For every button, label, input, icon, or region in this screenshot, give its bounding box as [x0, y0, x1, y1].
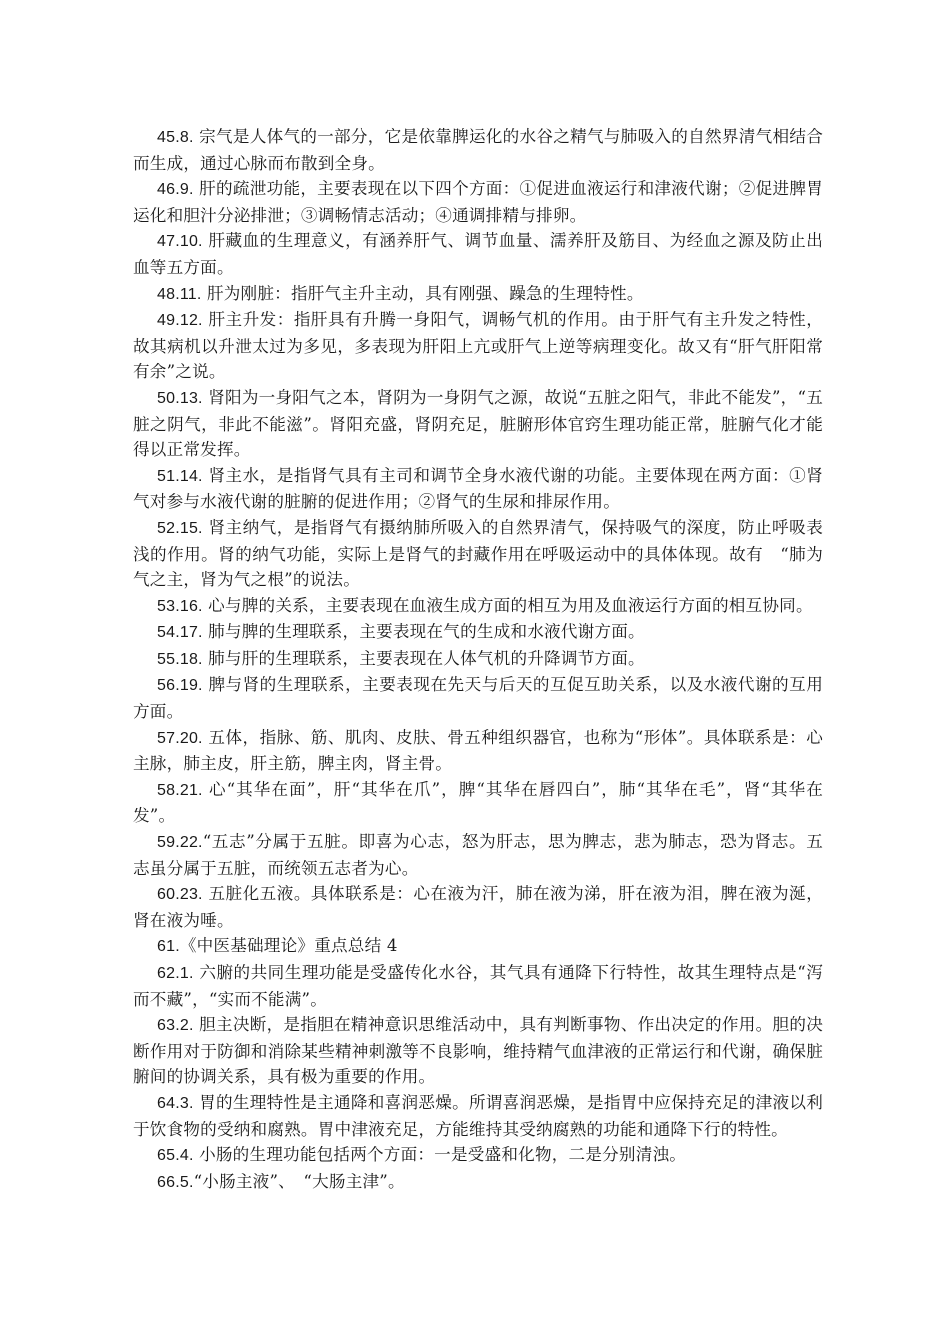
- item-number: 61.: [157, 938, 180, 956]
- item-text: 心“其华在面”，肝“其华在爪”，脾“其华在唇四白”，肺“其华在毛”，肾“其华在发”。: [133, 779, 823, 826]
- item-number: 58.21.: [157, 781, 203, 799]
- item-number: 63.2.: [157, 1017, 194, 1035]
- item-number: 65.4.: [157, 1147, 194, 1165]
- item-text: 肺与肝的生理联系，主要表现在人体气机的升降调节方面。: [202, 648, 645, 668]
- item-number: 56.19.: [157, 677, 203, 695]
- item-text: 肝藏血的生理意义，有涵养肝气、调节血量、濡养肝及筋目、为经血之源及防止出血等五方面。: [133, 231, 823, 277]
- item-number: 55.18.: [157, 650, 203, 668]
- list-item: [133, 1142, 823, 1169]
- item-text: 六腑的共同生理功能是受盛传化水谷，其气具有通降下行特性，故其生理特点是“泻而不藏”，“实而不能满”。: [133, 963, 823, 1009]
- item-text: 脾与肾的生理联系，主要表现在先天与后天的互促互助关系，以及水液代谢的互用方面。: [133, 675, 823, 722]
- item-text: 肾主纳气，是指肾气有摄纳肺所吸入的自然界清气，保持吸气的深度，防止呼吸表浅的作用。肾的纳气功能，实际上是肾气的封藏作用在呼吸运动中的具体体现。故有 “肺为气之主，肾为气之根”的说法。: [133, 517, 823, 590]
- list-item: [133, 933, 823, 960]
- list-item: [133, 307, 823, 385]
- item-number: 53.16.: [157, 597, 203, 615]
- item-text: 肾阳为一身阳气之本，肾阴为一身阴气之源，故说“五脏之阳气，非此不能发”，“五脏之阴气，非此不能滋”。肾阳充盛，肾阴充足，脏腑形体官窍生理功能正常，脏腑气化才能得以正常发挥。: [133, 387, 823, 460]
- list-item: [133, 960, 823, 1012]
- item-number: 66.5.: [157, 1173, 194, 1191]
- list-item: [133, 281, 823, 308]
- item-text: 小肠的生理功能包括两个方面：一是受盛和化物，二是分别清浊。: [193, 1145, 687, 1165]
- item-text: 胆主决断，是指胆在精神意识思维活动中，具有判断事物、作出决定的作用。胆的决断作用对于防御和消除某些精神刺激等不良影响，维持精气血津液的正常运行和代谢，确保脏腑间的协调关系，具有极为重要的作用。: [133, 1015, 823, 1087]
- item-number: 62.1.: [157, 965, 194, 982]
- item-number: 59.22.: [157, 834, 203, 852]
- list-item: [133, 385, 823, 463]
- list-item: [133, 829, 823, 881]
- list-item: [133, 228, 823, 280]
- item-text: 肝的疏泄功能，主要表现在以下四个方面：①促进血液运行和津液代谢；②促进脾胃运化和胆汁分泌排泄；③调畅情志活动；④通调排精与排卵。: [133, 179, 823, 225]
- item-number: 52.15.: [157, 519, 203, 537]
- item-text: “小肠主液”、 “大肠主津”。: [193, 1171, 405, 1191]
- list-item: [133, 463, 823, 515]
- list-item: [133, 593, 823, 620]
- item-number: 57.20.: [157, 729, 203, 747]
- list-item: [133, 1169, 823, 1196]
- list-item: [133, 619, 823, 646]
- list-item: [133, 1090, 823, 1142]
- item-text: 肺与脾的生理联系，主要表现在气的生成和水液代谢方面。: [202, 622, 645, 642]
- list-item: [133, 672, 823, 724]
- list-item: [133, 124, 823, 176]
- item-text: 《中医基础理论》重点总结 4: [179, 936, 398, 956]
- list-item: [133, 777, 823, 829]
- list-item: [133, 515, 823, 593]
- item-text: 心与脾的关系，主要表现在血液生成方面的相互为用及血液运行方面的相互协同。: [202, 595, 813, 615]
- item-number: 48.11.: [157, 285, 202, 303]
- list-item: [133, 646, 823, 673]
- item-number: 54.17.: [157, 624, 203, 642]
- item-number: 60.23.: [157, 886, 203, 904]
- item-number: 49.12.: [157, 312, 203, 330]
- item-text: 肝为刚脏：指肝气主升主动，具有刚强、躁急的生理特性。: [201, 283, 644, 303]
- item-text: 胃的生理特性是主通降和喜润恶燥。所谓喜润恶燥，是指胃中应保持充足的津液以利于饮食物的受纳和腐熟。胃中津液充足，方能维持其受纳腐熟的功能和通降下行的特性。: [133, 1092, 823, 1139]
- item-number: 47.10.: [157, 233, 203, 251]
- item-number: 50.13.: [157, 389, 203, 407]
- item-text: 肾主水，是指肾气具有主司和调节全身水液代谢的功能。主要体现在两方面：①肾气对参与水液代谢的脏腑的促进作用；②肾气的生尿和排尿作用。: [133, 465, 823, 512]
- item-text: 五脏化五液。具体联系是：心在液为汗，肺在液为涕，肝在液为泪，脾在液为涎，肾在液为唾。: [133, 884, 823, 930]
- list-item: [133, 176, 823, 228]
- list-item: [133, 725, 823, 777]
- item-text: 肝主升发：指肝具有升腾一身阳气，调畅气机的作用。由于肝气有主升发之特性，故其病机以升泄太过为多见，多表现为肝阳上亢或肝气上逆等病理变化。故又有“肝气肝阳常有余”之说。: [133, 310, 823, 382]
- item-text: 宗气是人体气的一部分，它是依靠脾运化的水谷之精气与肺吸入的自然界清气相结合而生成，通过心脉而布散到全身。: [133, 127, 823, 173]
- item-text: “五志”分属于五脏。即喜为心志，怒为肝志，思为脾志，悲为肺志，恐为肾志。五志虽分属于五脏，而统领五志者为心。: [133, 832, 823, 878]
- item-number: 46.9.: [157, 181, 194, 199]
- item-number: 51.14.: [157, 467, 203, 485]
- list-item: [133, 881, 823, 933]
- list-item: [133, 1012, 823, 1090]
- item-text: 五体，指脉、筋、肌肉、皮肤、骨五种组织器官，也称为“形体”。具体联系是：心主脉，肺主皮，肝主筋，脾主肉，肾主骨。: [133, 727, 823, 774]
- document-body: [133, 124, 823, 1195]
- item-number: 45.8.: [157, 129, 194, 146]
- item-number: 64.3.: [157, 1094, 194, 1112]
